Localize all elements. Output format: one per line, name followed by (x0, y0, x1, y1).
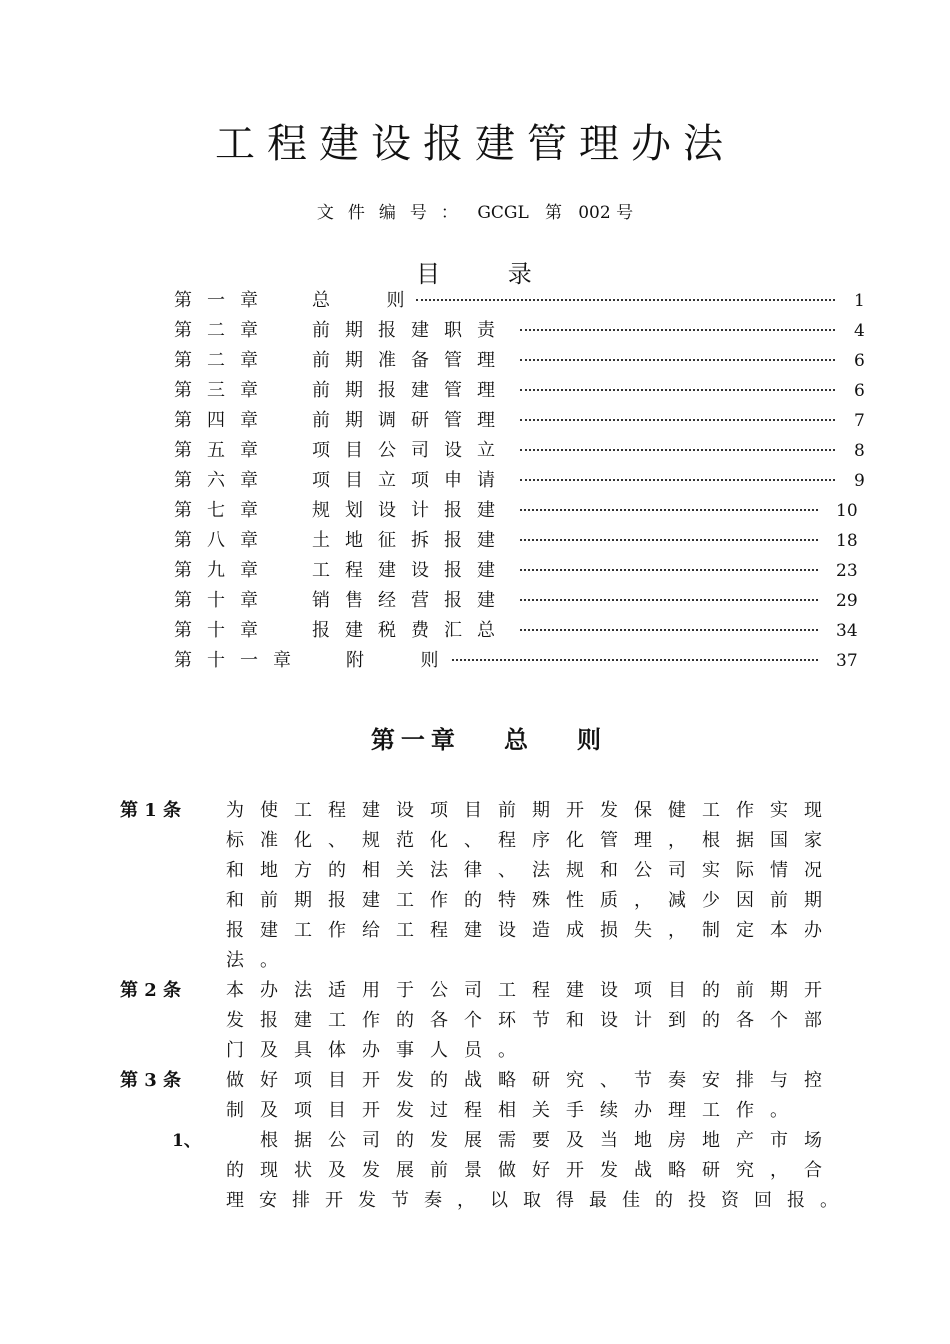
toc-chapter-name: 规划设计报建 (312, 500, 510, 521)
toc-dot-leader (520, 509, 818, 511)
toc-chapter: 第六章 (174, 470, 273, 491)
toc-dot-leader (520, 359, 835, 361)
article-text-line: 发报建工作的各个环节和设计到的各个部 (226, 1010, 838, 1031)
subitem-text-line: 的现状及发展前景做好开发战略研究，合 (226, 1160, 838, 1181)
toc-page-number: 8 (854, 441, 865, 461)
toc-chapter: 第一章 (174, 290, 273, 311)
article-text-line: 为使工程建设项目前期开发保健工作实现 (226, 800, 838, 821)
toc-page-number: 1 (854, 291, 865, 311)
toc-page-number: 7 (854, 411, 865, 431)
article-label: 第 2 条 (120, 980, 182, 1001)
toc-chapter: 第二章 (174, 350, 273, 371)
toc-entry (174, 286, 874, 316)
toc-chapter-name: 销售经营报建 (312, 590, 510, 611)
document-number (0, 198, 950, 223)
article-text-line: 制及项目开发过程相关手续办理工作。 (226, 1100, 804, 1121)
toc-page-number: 6 (854, 351, 865, 371)
toc-chapter: 第十章 (174, 620, 273, 641)
document-number-code: GCGL (477, 203, 529, 223)
toc-heading: 目 录 (416, 260, 562, 288)
toc-entry (174, 466, 874, 496)
article-label: 第 1 条 (120, 800, 182, 821)
toc-dot-leader (520, 419, 835, 421)
article-text-line: 门及具体办事人员。 (226, 1040, 532, 1061)
toc-chapter: 第十章 (174, 590, 273, 611)
article-text-line: 做好项目开发的战略研究、节奏安排与控 (226, 1070, 838, 1091)
toc-page-number: 10 (836, 501, 858, 521)
toc-entry (174, 616, 874, 646)
article-text-line: 法。 (226, 950, 294, 971)
toc-entry (174, 316, 874, 346)
toc-dot-leader (520, 599, 818, 601)
toc-entry (174, 586, 874, 616)
toc-entry (174, 526, 874, 556)
toc-entry (174, 406, 874, 436)
toc-dot-leader (520, 569, 818, 571)
toc-dot-leader (520, 449, 835, 451)
toc-page-number: 23 (836, 561, 858, 581)
chapter-heading: 第一章 总 则 (370, 726, 608, 754)
article-label: 第 3 条 (120, 1070, 182, 1091)
toc-chapter-name: 前期准备管理 (312, 350, 510, 371)
toc-page-number: 4 (854, 321, 865, 341)
article-text-line: 和前期报建工作的特殊性质，减少因前期 (226, 890, 838, 911)
toc-entry (174, 496, 874, 526)
toc-chapter-name: 土地征拆报建 (312, 530, 510, 551)
toc-entry (174, 436, 874, 466)
table-of-contents (174, 286, 874, 676)
subitem-label: 1、 (172, 1131, 201, 1151)
toc-chapter: 第七章 (174, 500, 273, 521)
toc-page-number: 34 (836, 621, 858, 641)
toc-page-number: 29 (836, 591, 858, 611)
toc-page-number: 18 (836, 531, 858, 551)
toc-chapter-name: 前期报建管理 (312, 380, 510, 401)
toc-dot-leader (520, 479, 835, 481)
toc-dot-leader (520, 629, 818, 631)
subitem-text-line: 理安排开发节奏，以取得最佳的投资回报。 (226, 1190, 853, 1211)
toc-dot-leader (416, 299, 835, 301)
document-number-prefix: 文件编号： (316, 203, 472, 223)
toc-chapter: 第四章 (174, 410, 273, 431)
article-text-line: 标准化、规范化、程序化管理，根据国家 (226, 830, 838, 851)
toc-page-number: 6 (854, 381, 865, 401)
toc-chapter-name: 报建税费汇总 (312, 620, 510, 641)
document-number-value: 002 (578, 203, 611, 223)
toc-chapter-name: 项目公司设立 (312, 440, 510, 461)
toc-chapter: 第十一章 (174, 650, 306, 671)
toc-chapter-name: 总 则 (312, 290, 420, 311)
toc-page-number: 37 (836, 651, 858, 671)
toc-dot-leader (520, 539, 818, 541)
toc-chapter: 第三章 (174, 380, 273, 401)
toc-page-number: 9 (854, 471, 865, 491)
toc-chapter-name: 附 则 (346, 650, 454, 671)
article-text-line: 报建工作给工程建设造成损失，制定本办 (226, 920, 838, 941)
toc-chapter: 第五章 (174, 440, 273, 461)
toc-chapter: 第二章 (174, 320, 273, 341)
toc-entry (174, 376, 874, 406)
toc-chapter-name: 项目立项申请 (312, 470, 510, 491)
toc-entry (174, 556, 874, 586)
toc-chapter-name: 工程建设报建 (312, 560, 510, 581)
toc-dot-leader (520, 389, 835, 391)
subitem-text-line: 根据公司的发展需要及当地房地产市场 (260, 1130, 838, 1151)
document-number-suffix: 号 (616, 203, 634, 223)
toc-chapter-name: 前期报建职责 (312, 320, 510, 341)
toc-dot-leader (452, 659, 818, 661)
document-title: 工程建设报建管理办法 (215, 121, 735, 167)
article-text-line: 和地方的相关法律、法规和公司实际情况 (226, 860, 838, 881)
toc-entry (174, 646, 874, 676)
toc-chapter: 第八章 (174, 530, 273, 551)
toc-dot-leader (520, 329, 835, 331)
document-number-di: 第 (545, 203, 562, 223)
toc-chapter: 第九章 (174, 560, 273, 581)
toc-entry (174, 346, 874, 376)
article-text-line: 本办法适用于公司工程建设项目的前期开 (226, 980, 838, 1001)
toc-chapter-name: 前期调研管理 (312, 410, 510, 431)
